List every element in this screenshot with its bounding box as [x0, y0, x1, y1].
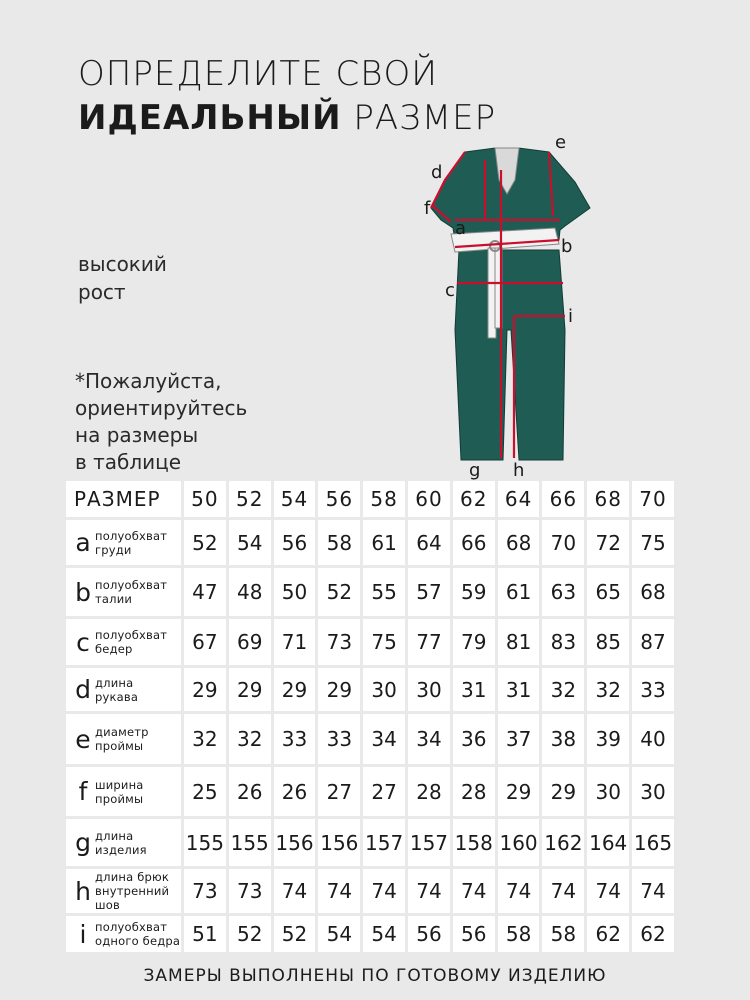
table-cell: 74 [318, 869, 360, 913]
size-header-54: 54 [274, 481, 316, 517]
table-cell: 75 [363, 619, 405, 665]
fig-label-c: c [445, 280, 455, 301]
measurement-name-line: полуобхват [95, 528, 168, 543]
measurement-name-line: длина [95, 828, 134, 843]
size-header-60: 60 [408, 481, 450, 517]
table-cell: 165 [632, 819, 674, 866]
table-cell: 64 [408, 520, 450, 565]
table-cell: 74 [274, 869, 316, 913]
table-cell: 69 [229, 619, 271, 665]
table-cell: 73 [229, 869, 271, 913]
table-cell: 30 [587, 767, 629, 816]
fig-label-h: h [513, 460, 525, 480]
table-cell: 30 [363, 668, 405, 711]
table-cell: 29 [229, 668, 271, 711]
table-cell: 75 [632, 520, 674, 565]
table-cell: 32 [229, 714, 271, 764]
table-cell: 61 [498, 568, 540, 616]
fig-label-g: g [469, 460, 481, 480]
table-cell: 61 [363, 520, 405, 565]
size-header-56: 56 [318, 481, 360, 517]
table-cell: 66 [453, 520, 495, 565]
table-cell: 57 [408, 568, 450, 616]
table-cell: 74 [632, 869, 674, 913]
table-cell: 83 [542, 619, 584, 665]
table-cell: 47 [184, 568, 226, 616]
measurement-name [95, 676, 138, 704]
measurement-name-line: проймы [95, 791, 144, 806]
measurement-label-c [66, 619, 181, 665]
table-cell: 70 [542, 520, 584, 565]
measurement-label-i [66, 916, 181, 952]
table-row [66, 714, 674, 764]
size-header-70: 70 [632, 481, 674, 517]
table-row [66, 520, 674, 565]
note-line-2: ориентируйтесь [75, 396, 248, 420]
measurement-name [95, 628, 167, 656]
size-header-68: 68 [587, 481, 629, 517]
table-cell: 51 [184, 916, 226, 952]
table-cell: 77 [408, 619, 450, 665]
table-cell: 79 [453, 619, 495, 665]
subtitle-line-1: высокий [78, 252, 167, 276]
measurement-letter: e [75, 724, 91, 754]
size-header-62: 62 [453, 481, 495, 517]
page-title [78, 52, 496, 140]
fig-label-a: a [455, 218, 467, 239]
table-cell: 68 [498, 520, 540, 565]
table-cell: 28 [408, 767, 450, 816]
note-line-4: в таблице [75, 450, 182, 474]
title-bold-word: ИДЕАЛЬНЫЙ [78, 98, 342, 138]
table-cell: 29 [542, 767, 584, 816]
measurement-name-line: талии [95, 592, 133, 606]
table-cell: 71 [274, 619, 316, 665]
table-cell: 54 [229, 520, 271, 565]
table-cell: 25 [184, 767, 226, 816]
table-row [66, 619, 674, 665]
table-cell: 52 [229, 916, 271, 952]
size-header-label: РАЗМЕР [66, 481, 181, 517]
table-cell: 85 [587, 619, 629, 665]
garment-pants [455, 250, 565, 460]
height-type-label [78, 250, 167, 306]
table-cell: 39 [587, 714, 629, 764]
note-line-1: *Пожалуйста, [75, 369, 222, 393]
size-note [75, 368, 305, 476]
table-cell: 26 [274, 767, 316, 816]
measurement-name-line: длина брюк [95, 870, 170, 884]
measurement-name-line: шов [95, 898, 120, 912]
measurement-name [95, 529, 167, 557]
table-cell: 33 [274, 714, 316, 764]
table-cell: 162 [542, 819, 584, 866]
fig-label-i: i [568, 306, 574, 327]
table-cell: 58 [318, 520, 360, 565]
table-row [66, 767, 674, 816]
size-header-58: 58 [363, 481, 405, 517]
table-row [66, 819, 674, 866]
measurement-name-line: внутренний [95, 884, 170, 898]
measurement-name-line: ширина [95, 777, 144, 792]
table-cell: 40 [632, 714, 674, 764]
measurement-name-line: бедер [95, 642, 133, 656]
table-cell: 29 [274, 668, 316, 711]
measurement-name-line: длина [95, 675, 134, 690]
measurement-letter: f [78, 777, 88, 806]
table-cell: 56 [408, 916, 450, 952]
table-cell: 59 [453, 568, 495, 616]
measurement-label-g [66, 819, 181, 866]
measurement-label-a [66, 520, 181, 565]
table-cell: 27 [363, 767, 405, 816]
measurement-label-d [66, 668, 181, 711]
table-cell: 58 [542, 916, 584, 952]
table-cell: 56 [453, 916, 495, 952]
table-cell: 30 [632, 767, 674, 816]
table-cell: 62 [632, 916, 674, 952]
measurement-name-line: груди [95, 542, 132, 557]
table-row [66, 869, 674, 913]
table-cell: 157 [408, 819, 450, 866]
table-row [66, 916, 674, 952]
table-cell: 28 [453, 767, 495, 816]
table-cell: 164 [587, 819, 629, 866]
table-cell: 54 [363, 916, 405, 952]
table-cell: 27 [318, 767, 360, 816]
table-cell: 55 [363, 568, 405, 616]
measurement-label-h [66, 869, 181, 913]
table-cell: 67 [184, 619, 226, 665]
measurement-letter: i [79, 919, 87, 949]
table-cell: 52 [184, 520, 226, 565]
jumpsuit-illustration [415, 130, 595, 480]
table-row [66, 568, 674, 616]
table-cell: 29 [498, 767, 540, 816]
measurement-label-f [66, 767, 181, 816]
measurement-letter: c [76, 627, 90, 657]
table-cell: 32 [542, 668, 584, 711]
table-cell: 29 [184, 668, 226, 711]
table-cell: 33 [632, 668, 674, 711]
table-cell: 158 [453, 819, 495, 866]
fig-label-f: f [424, 198, 431, 219]
footer-note: ЗАМЕРЫ ВЫПОЛНЕНЫ ПО ГОТОВОМУ ИЗДЕЛИЮ [143, 966, 607, 986]
table-cell: 81 [498, 619, 540, 665]
size-table [66, 481, 674, 955]
table-cell: 33 [318, 714, 360, 764]
table-cell: 73 [184, 869, 226, 913]
size-header-64: 64 [498, 481, 540, 517]
table-cell: 58 [498, 916, 540, 952]
measurement-letter: d [75, 675, 91, 704]
note-line-3: на размеры [75, 423, 199, 447]
table-cell: 37 [498, 714, 540, 764]
size-header-66: 66 [542, 481, 584, 517]
measurement-name [95, 578, 167, 606]
measurement-name-line: одного бедра [95, 934, 181, 948]
table-cell: 72 [587, 520, 629, 565]
measurement-letter: b [75, 577, 91, 607]
measurement-name-line: полуобхват [95, 628, 168, 642]
measurement-letter: a [75, 528, 91, 557]
fig-label-d: d [431, 162, 443, 183]
table-cell: 156 [318, 819, 360, 866]
table-cell: 52 [274, 916, 316, 952]
table-cell: 32 [184, 714, 226, 764]
measurement-name-line: диаметр [95, 725, 149, 739]
table-cell: 65 [587, 568, 629, 616]
measurement-name-line: рукава [95, 689, 139, 704]
measurement-label-b [66, 568, 181, 616]
table-cell: 157 [363, 819, 405, 866]
measurement-letter: h [75, 876, 91, 906]
measurement-name-line: полуобхват [95, 578, 168, 592]
table-cell: 52 [318, 568, 360, 616]
table-cell: 156 [274, 819, 316, 866]
table-cell: 34 [363, 714, 405, 764]
table-cell: 63 [542, 568, 584, 616]
fig-label-b: b [561, 236, 573, 257]
table-cell: 56 [274, 520, 316, 565]
table-cell: 74 [542, 869, 584, 913]
table-cell: 155 [229, 819, 271, 866]
measurement-name [95, 870, 169, 912]
table-cell: 160 [498, 819, 540, 866]
table-cell: 31 [453, 668, 495, 711]
table-cell: 26 [229, 767, 271, 816]
title-rest: РАЗМЕР [341, 98, 497, 138]
measurement-name [95, 829, 147, 857]
measurement-name-line: полуобхват [95, 920, 168, 934]
table-cell: 50 [274, 568, 316, 616]
measurement-name-line: изделия [95, 842, 147, 857]
table-cell: 155 [184, 819, 226, 866]
table-cell: 32 [587, 668, 629, 711]
table-header-row [66, 481, 674, 517]
table-cell: 73 [318, 619, 360, 665]
measurement-letter: g [75, 828, 91, 857]
table-cell: 36 [453, 714, 495, 764]
table-cell: 30 [408, 668, 450, 711]
title-line-1: ОПРЕДЕЛИТЕ СВОЙ [78, 54, 438, 94]
table-cell: 48 [229, 568, 271, 616]
measurement-name [95, 920, 180, 948]
table-cell: 74 [408, 869, 450, 913]
measurement-name [95, 778, 144, 806]
table-cell: 29 [318, 668, 360, 711]
table-cell: 31 [498, 668, 540, 711]
table-cell: 74 [498, 869, 540, 913]
table-cell: 74 [363, 869, 405, 913]
size-header-52: 52 [229, 481, 271, 517]
table-cell: 54 [318, 916, 360, 952]
table-cell: 87 [632, 619, 674, 665]
table-cell: 74 [587, 869, 629, 913]
table-cell: 62 [587, 916, 629, 952]
size-header-50: 50 [184, 481, 226, 517]
measurement-label-e [66, 714, 181, 764]
table-cell: 38 [542, 714, 584, 764]
table-row [66, 668, 674, 711]
fig-label-e: e [555, 132, 567, 153]
measurement-name-line: проймы [95, 739, 144, 753]
measurement-name [95, 725, 149, 753]
table-cell: 68 [632, 568, 674, 616]
table-cell: 34 [408, 714, 450, 764]
subtitle-line-2: рост [78, 280, 126, 304]
table-cell: 74 [453, 869, 495, 913]
